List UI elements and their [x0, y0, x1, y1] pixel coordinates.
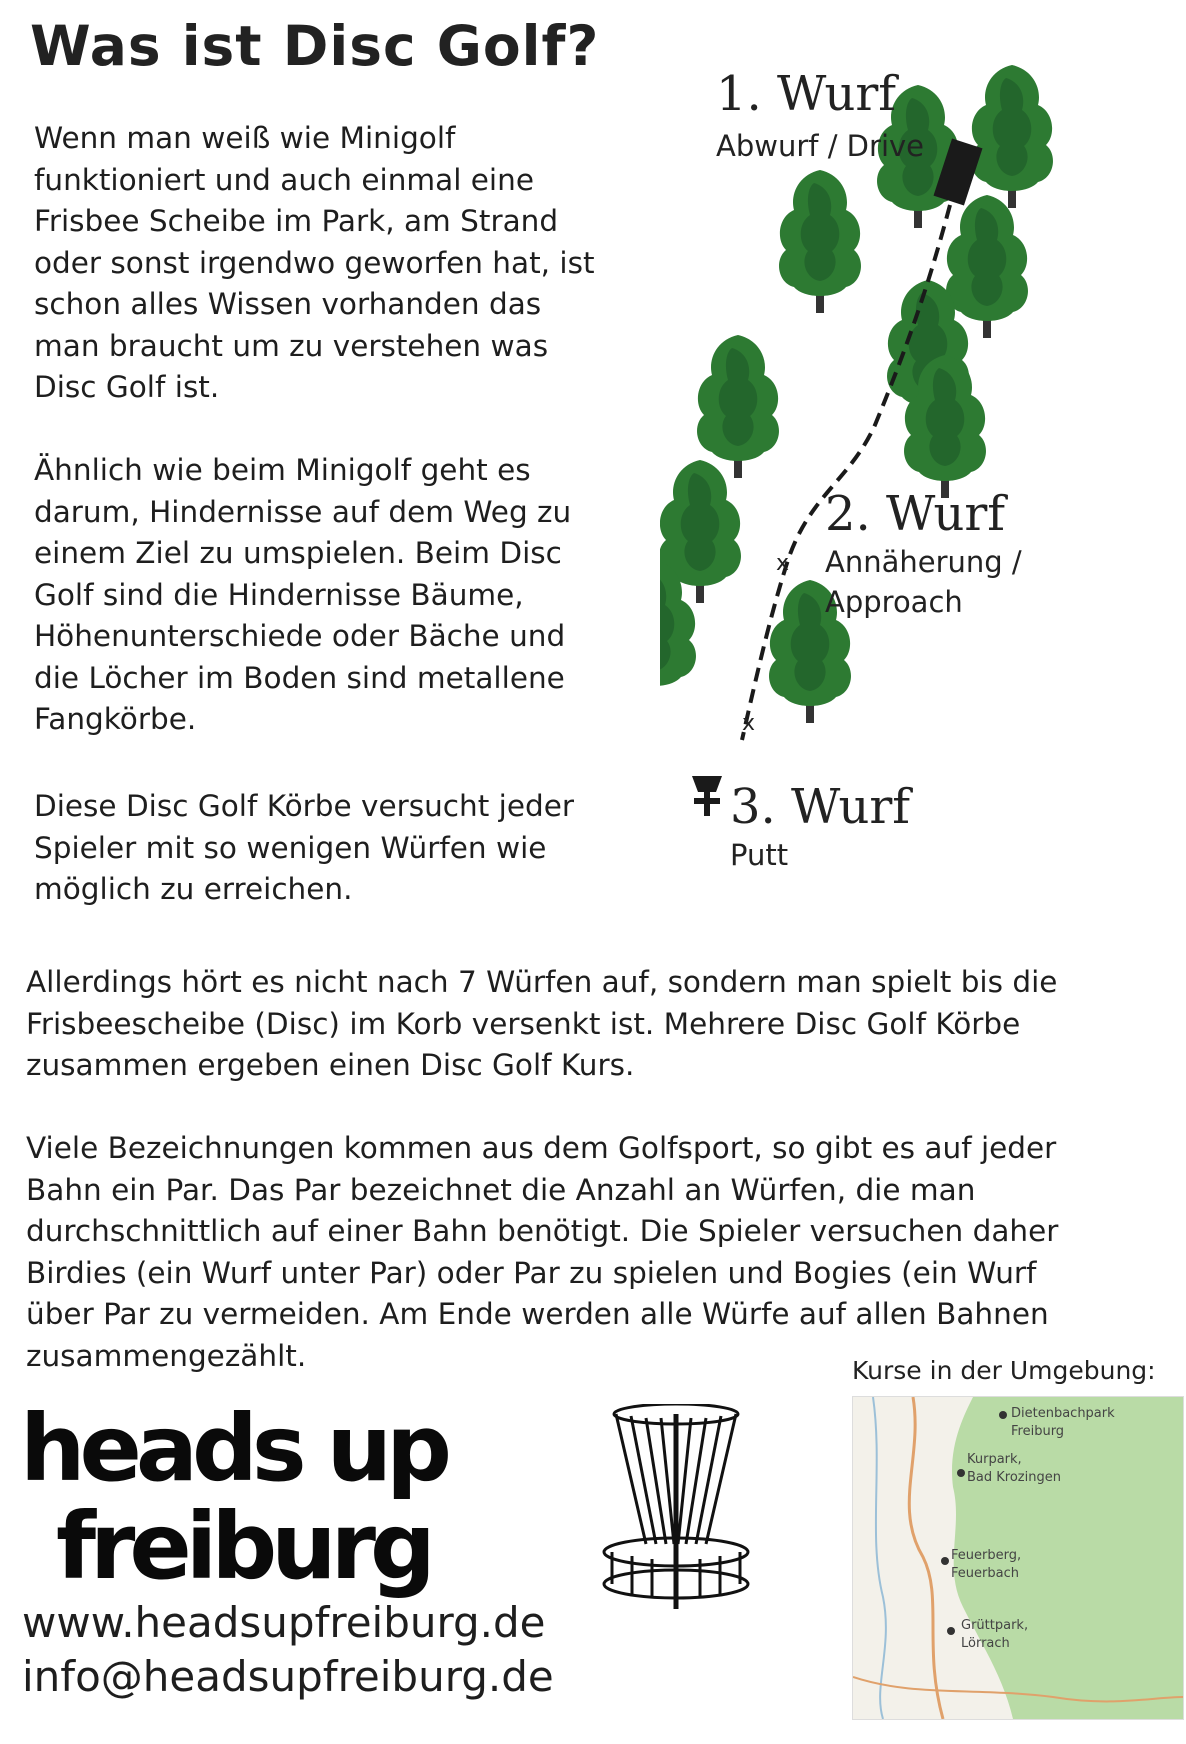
page-title: Was ist Disc Golf? [30, 14, 600, 78]
throw1-title: 1. Wurf [716, 66, 897, 122]
throw2-subtitle: Annäherung / [825, 545, 1022, 579]
obstacles-paragraph: Ähnlich wie beim Minigolf geht es darum, Hindernisse auf dem Weg zu einem Ziel zu umspielen. Beim Disc Golf sind die Hindernisse Bäume, Höhenunterschiede oder Bäche und die Löcher im Boden sind metallene Fangkörbe. [34, 453, 572, 736]
hole-diagram [660, 40, 1186, 900]
course-paragraph: Allerdings hört es nicht nach 7 Würfen auf, sondern man spielt bis die Frisbeescheibe (Disc) im Korb versenkt ist. Mehrere Disc Golf Körbe zusammen ergeben einen Disc Golf Kurs. [26, 965, 1058, 1082]
map-location-city: Lörrach [961, 1636, 1010, 1651]
logo-line2: freiburg [56, 1493, 430, 1600]
landing-marker: x [776, 551, 790, 576]
intro-paragraph: Wenn man weiß wie Minigolf funktioniert und auch einmal eine Frisbee Scheibe im Park, am Strand oder sonst irgendwo geworfen hat, ist schon alles Wissen vorhanden das man braucht um zu verstehen was Disc Golf ist. [34, 121, 595, 404]
basket-icon [692, 776, 722, 816]
map-location-city: Feuerbach [951, 1566, 1019, 1581]
tree-icon [971, 65, 1053, 208]
map-location-name: Grüttpark, [961, 1618, 1029, 1633]
website-link[interactable]: www.headsupfreiburg.de [22, 1598, 546, 1647]
location-dot [999, 1411, 1007, 1419]
map-location-city: Freiburg [1011, 1424, 1065, 1439]
throw2-subtitle-2: Approach [825, 585, 963, 619]
map-location-name: Dietenbachpark [1011, 1406, 1115, 1421]
map-title: Kurse in der Umgebung: [852, 1356, 1156, 1385]
par-paragraph: Viele Bezeichnungen kommen aus dem Golfsport, so gibt es auf jeder Bahn ein Par. Das Par bezeichnet die Anzahl an Würfen, die man durchschnittlich auf einer Bahn benötigt. Die Spieler versuchen daher Birdies (ein Wurf unter Par) oder Par zu spielen und Bogies (ein Wurf über Par zu vermeiden. Am Ende werden alle Würfe auf allen Bahnen zusammengezählt. [26, 1131, 1059, 1373]
map-location-city: Bad Krozingen [967, 1470, 1061, 1485]
location-dot [947, 1627, 955, 1635]
throw3-title: 3. Wurf [730, 779, 911, 835]
logo-line1: heads up [20, 1404, 446, 1502]
throw3-subtitle: Putt [730, 838, 789, 872]
landing-marker: x [742, 711, 756, 736]
goal-paragraph: Diese Disc Golf Körbe versucht jeder Spieler mit so wenigen Würfen wie möglich zu erreichen. [34, 789, 575, 906]
location-dot [957, 1469, 965, 1477]
disc-golf-basket-icon [604, 1404, 748, 1609]
tree-icon [697, 335, 779, 478]
tree-icon [779, 170, 861, 313]
map-location-name: Feuerberg, [951, 1548, 1022, 1563]
throw2-title: 2. Wurf [825, 486, 1006, 542]
map-location-name: Kurpark, [967, 1452, 1022, 1467]
email-link[interactable]: info@headsupfreiburg.de [22, 1652, 554, 1701]
area-map [852, 1396, 1184, 1720]
tree-icon [946, 195, 1028, 338]
hole-diagram-graphic [660, 40, 1186, 900]
location-dot [941, 1557, 949, 1565]
heads-up-freiburg-logo [16, 1404, 756, 1614]
throw1-subtitle: Abwurf / Drive [716, 129, 924, 163]
